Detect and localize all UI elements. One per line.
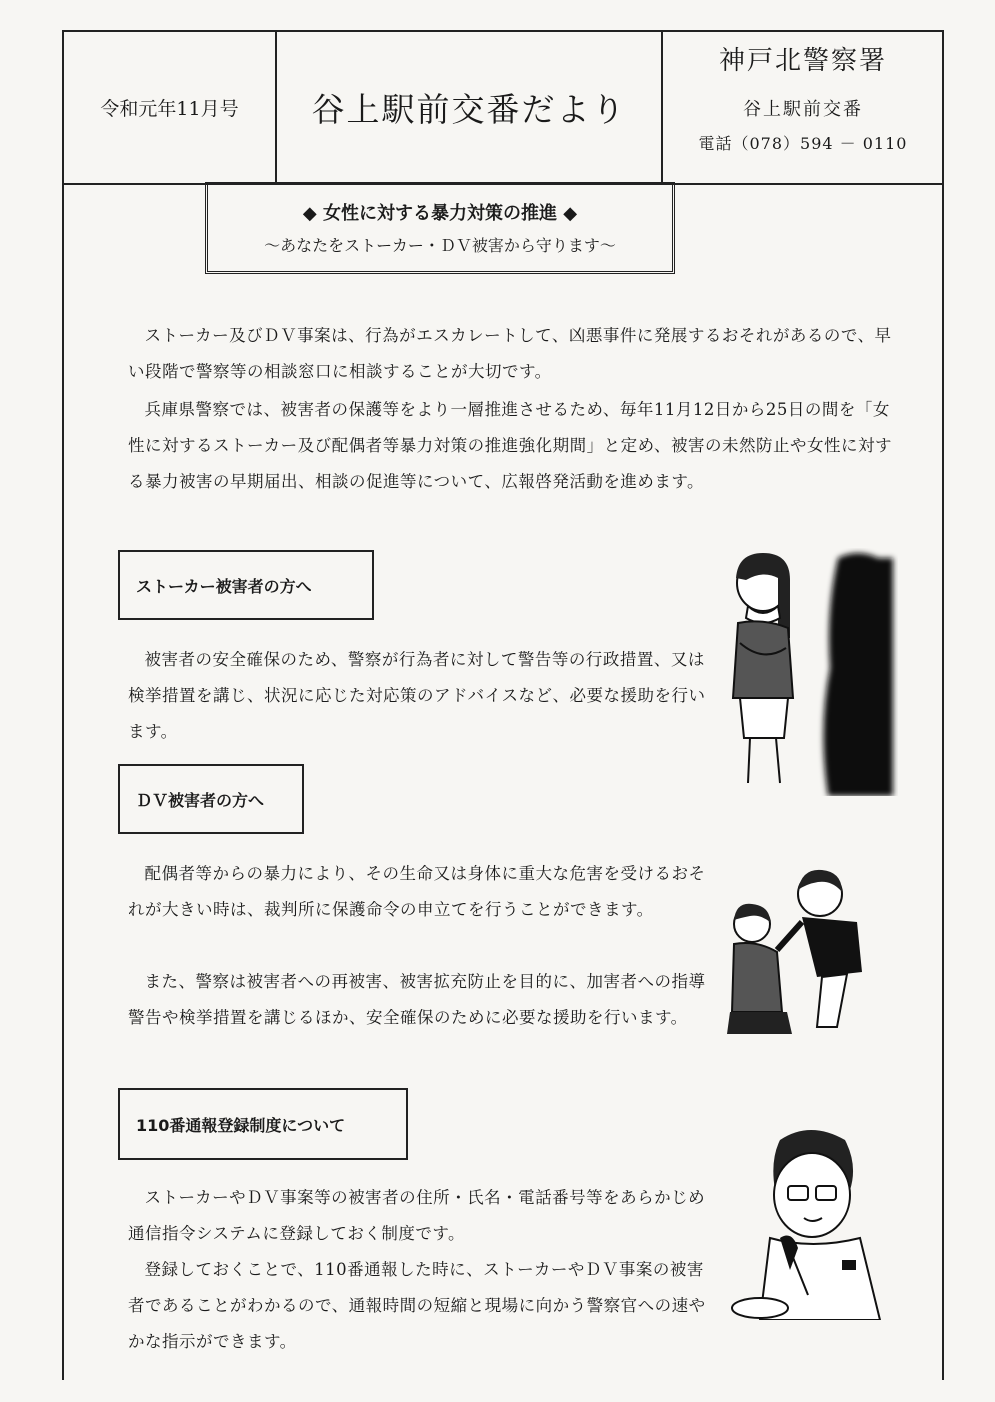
registry-paragraph-2: 登録しておくことで、110番通報した時に、ストーカーやＤＶ事案の被害者であることがわかるので、通報時間の短縮と現場に向かう警察官への速やかな指示ができます。 (128, 1260, 706, 1351)
police-station-name: 神戸北警察署 (718, 46, 887, 76)
issue-label: 令和元年11月号 (64, 32, 277, 183)
police-officer-illustration (730, 1120, 890, 1320)
section-heading-dv: ＤＶ被害者の方へ (118, 764, 304, 834)
frightened-woman-illustration (718, 548, 898, 796)
dv-scene-illustration (722, 862, 872, 1042)
registry-paragraph-1: ストーカーやＤＶ事案等の被害者の住所・氏名・電話番号等をあらかじめ通信指令システムに登録しておく制度です。 (128, 1188, 706, 1243)
section-heading-110-registry: 110番通報登録制度について (118, 1088, 408, 1160)
intro-paragraph-1: ストーカー及びＤＶ事案は、行為がエスカレートして、凶悪事件に発展するおそれがあるので、早い段階で警察等の相談窓口に相談することが大切です。 (128, 326, 892, 381)
intro-paragraph-2: 兵庫県警察では、被害者の保護等をより一層推進させるため、毎年11月12日から25日の間を「女性に対するストーカー及び配偶者等暴力対策の推進強化期間」と定め、被害の未然防止や女性に対する暴力被害の早期届出、相談の促進等について、広報啓発活動を進めます。 (128, 400, 893, 491)
header (64, 32, 942, 185)
feature-title: ◆ 女性に対する暴力対策の推進 ◆ (302, 203, 578, 224)
newsletter-title: 谷上駅前交番だより (277, 32, 663, 183)
phone-number: 電話（078）594 － 0110 (698, 134, 908, 153)
feature-subtitle: ～あなたをストーカー・ＤＶ被害から守ります～ (264, 236, 616, 255)
dv-paragraph-2: また、警察は被害者への再被害、被害拡充防止を目的に、加害者への指導警告や検挙措置を講じるほか、安全確保のために必要な援助を行います。 (128, 972, 706, 1027)
stalker-paragraph: 被害者の安全確保のため、警察が行為者に対して警告等の行政措置、又は検挙措置を講じ、状況に応じた対応策のアドバイスなど、必要な援助を行います。 (128, 650, 706, 741)
contact-block (663, 32, 943, 183)
section-heading-stalker: ストーカー被害者の方へ (118, 550, 374, 620)
koban-name: 谷上駅前交番 (743, 99, 863, 120)
dv-paragraph-1: 配偶者等からの暴力により、その生命又は身体に重大な危害を受けるおそれが大きい時は、裁判所に保護命令の申立てを行うことができます。 (128, 864, 706, 919)
feature-title-box (205, 182, 675, 274)
